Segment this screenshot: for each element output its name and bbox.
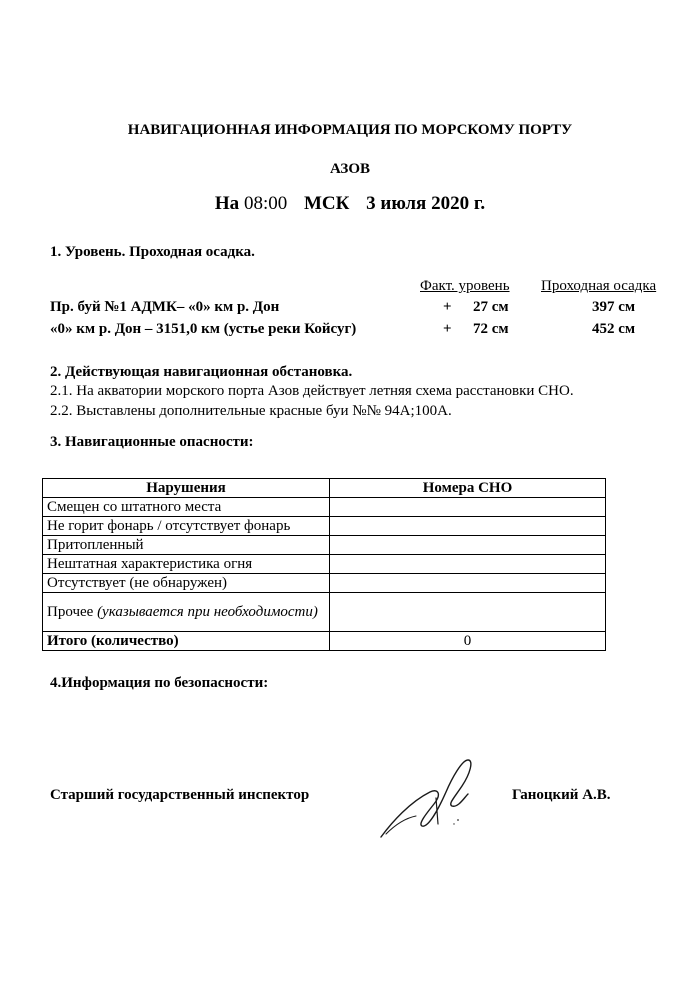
sno-numbers bbox=[330, 517, 606, 536]
signatory-position: Старший государственный инспектор bbox=[50, 787, 310, 803]
signature-image bbox=[372, 754, 502, 846]
table-header-row bbox=[43, 479, 606, 498]
violation-label-other bbox=[43, 593, 330, 632]
level-row-level: 72 см bbox=[473, 321, 509, 337]
report-time: 08:00 bbox=[243, 193, 288, 214]
date-prefix: На bbox=[214, 193, 240, 214]
level-row-location: Пр. буй №1 АДМК– «0» км р. Дон bbox=[50, 299, 280, 315]
section2-heading: 2. Действующая навигационная обстановка. bbox=[50, 364, 353, 380]
violation-label: Смещен со штатного места bbox=[43, 498, 330, 517]
total-label: Итого (количество) bbox=[43, 632, 330, 651]
level-row-sign: + bbox=[443, 299, 452, 315]
hazards-table bbox=[42, 478, 606, 651]
level-row-location: «0» км р. Дон – 3151,0 км (устье реки Койсуг) bbox=[50, 321, 357, 337]
other-label: Прочее bbox=[47, 603, 94, 620]
table-row bbox=[43, 517, 606, 536]
section3-heading: 3. Навигационные опасности: bbox=[50, 434, 254, 450]
port-name: АЗОВ bbox=[329, 161, 371, 177]
sno-numbers bbox=[330, 593, 606, 632]
violation-label: Нештатная характеристика огня bbox=[43, 555, 330, 574]
level-row-level: 27 см bbox=[473, 299, 509, 315]
table-row bbox=[43, 498, 606, 517]
signatory-name: Ганоцкий А.В. bbox=[512, 787, 611, 803]
document-title: НАВИГАЦИОННАЯ ИНФОРМАЦИЯ ПО МОРСКОМУ ПОРТУ bbox=[127, 122, 573, 138]
report-timezone: МСК bbox=[303, 193, 350, 214]
section1-heading: 1. Уровень. Проходная осадка. bbox=[50, 244, 255, 260]
table-row-other bbox=[43, 593, 606, 632]
col-header-numbers: Номера СНО bbox=[330, 479, 606, 498]
table-row-total bbox=[43, 632, 606, 651]
col-header-level: Факт. уровень bbox=[420, 278, 510, 294]
col-header-violation: Нарушения bbox=[43, 479, 330, 498]
table-row bbox=[43, 555, 606, 574]
level-row-draft: 397 см bbox=[592, 299, 636, 315]
report-datetime bbox=[0, 193, 700, 215]
table-row bbox=[43, 536, 606, 555]
col-header-draft: Проходная осадка bbox=[541, 278, 657, 294]
level-row-draft: 452 см bbox=[592, 321, 636, 337]
nav-info-item: 2.1. На акватории морского порта Азов действует летняя схема расстановки СНО. bbox=[50, 383, 574, 399]
sno-numbers bbox=[330, 536, 606, 555]
level-row-sign: + bbox=[443, 321, 452, 337]
report-date: 3 июля 2020 г. bbox=[366, 193, 486, 214]
total-value: 0 bbox=[330, 632, 606, 651]
section4-heading: 4.Информация по безопасности: bbox=[50, 675, 269, 691]
violation-label: Притопленный bbox=[43, 536, 330, 555]
sno-numbers bbox=[330, 498, 606, 517]
nav-info-item: 2.2. Выставлены дополнительные красные буи №№ 94А;100А. bbox=[50, 403, 452, 419]
violation-label: Не горит фонарь / отсутствует фонарь bbox=[43, 517, 330, 536]
table-row bbox=[43, 574, 606, 593]
violation-label: Отсутствует (не обнаружен) bbox=[43, 574, 330, 593]
sno-numbers bbox=[330, 555, 606, 574]
other-note: (указывается при необходимости) bbox=[97, 603, 318, 620]
sno-numbers bbox=[330, 574, 606, 593]
